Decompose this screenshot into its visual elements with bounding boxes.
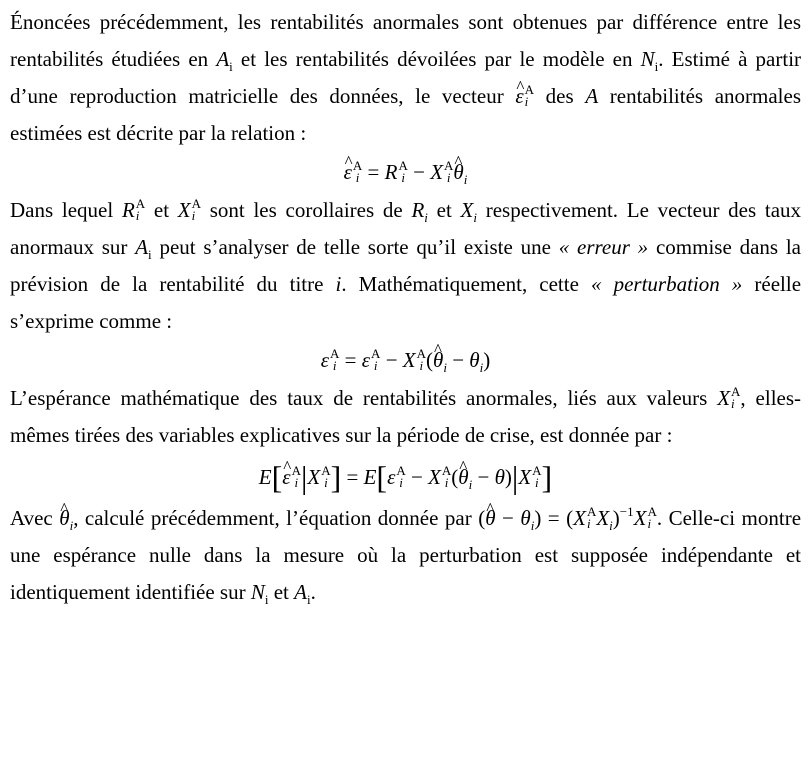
symbol-A-i: $A_i$ xyxy=(216,47,233,74)
equation-2: ε A i = ε A i − X A i (^ $\theta_i - \theta_i$) xyxy=(10,340,801,380)
symbol-epsilon-hat-i-A: ^ ε A i xyxy=(515,84,534,108)
p1-text-4: des xyxy=(545,84,574,108)
symbol-N-i: $N_i$ xyxy=(640,47,659,74)
equation-1: ^ ε A i = R A i − X A i ^ $\theta_i$ xyxy=(10,152,801,192)
symbol-A: A xyxy=(585,84,599,108)
symbol-R-i-A: R A i xyxy=(121,196,146,224)
p1-text-3: . Estimé à partir d’une reproduction matricielle des données, le vecteur xyxy=(10,47,802,108)
paragraph-2: Dans lequel R A i et X A i sont les corollaires de $R_i$ et $X_i$ respectivement. Le vecteur des taux anormaux sur $A_i$ peut s’analyser de telle sorte qu’il existe une « erreur » commise dans la prévision de la rentabilité du titre i. Mathématiquement, cette « perturbation » réelle s’exprime comme : xyxy=(10,196,802,333)
quote-perturbation: « perturbation » xyxy=(591,272,743,296)
symbol-X-i-A: X A i xyxy=(177,196,201,224)
p1-text-5: rentabilités anormales estimées est décrite par la relation : xyxy=(10,84,802,145)
paragraph-3: L’espérance mathématique des taux de rentabilités anormales, liés aux valeurs X A i , elles-mêmes tirées des variables explicatives sur la période de crise, est donnée par : xyxy=(10,384,802,447)
paragraph-4: Avec ^ $\theta_i$, calculé précédemment, l’équation donnée par (^ $\theta - \theta_i) = (X$ A i $X_i)^{-1}X$ A i . Celle-ci montre une espérance nulle dans la mesure où la perturbation est supposée indépendante et identiquement identifiée sur $N_i$ et $A_i$. xyxy=(10,500,801,611)
p1-text-2: et les rentabilités dévoilées par le modèle en xyxy=(240,47,633,71)
paragraph-1 xyxy=(10,4,801,152)
equation-3: E[^ ε A i |X A i ] = E[ε A i − X A i (^ $\theta_i - \theta)|X$ A i ] xyxy=(10,454,801,500)
p1-text-1: Énoncées précédemment, les rentabilités anormales sont obtenues par différence entre les rentabilités étudiées en xyxy=(10,10,801,71)
quote-erreur: « erreur » xyxy=(558,235,649,259)
